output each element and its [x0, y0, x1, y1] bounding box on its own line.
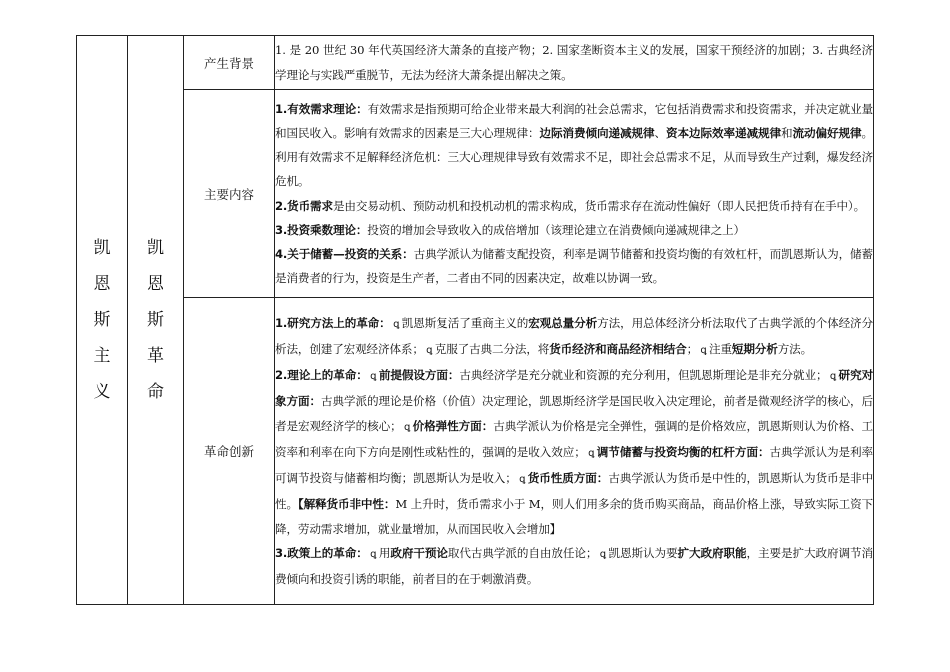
sub-title-cell [128, 36, 184, 605]
key-term: 宏观总量分析 [528, 315, 598, 330]
bulb-icon: ꝗ [393, 318, 400, 330]
bulb-icon: ꝗ [700, 345, 707, 357]
sub-title-char: 恩 [147, 274, 164, 294]
heading: 1.有效需求理论： [275, 101, 368, 116]
keynesianism-table [76, 35, 874, 605]
money-demand-paragraph [275, 194, 873, 218]
bulb-icon: ꝗ [519, 474, 526, 486]
policy-revolution-paragraph [275, 541, 873, 591]
text: 有效需求是指预期可给企业带来最大利润的社会总需求，它包括消费需求和投资需求，并决定就业量和国民收入。影响有效需求的因素是三大心理规律： [275, 101, 873, 140]
key-term: 短期分析 [731, 342, 778, 357]
heading: 2.理论上的革命： [275, 368, 368, 383]
key-term: 扩大政府职能 [677, 545, 747, 560]
innovation-content [275, 298, 874, 605]
text: 古典学派认为储蓄支配投资，利率是调节储蓄和投资均衡的有效杠杆，而凯恩斯认为，储蓄是消费者的行为，投资是生产者，二者由不同的因素决定，故难以协调一致。 [275, 246, 873, 286]
sub-title-char: 斯 [147, 310, 164, 330]
row-label-innovation: 革命创新 [184, 298, 275, 605]
bulb-icon: ꝗ [426, 345, 433, 357]
text: 古典学派的理论是价格（价值）决定理论，凯恩斯经济学是国民收入决定理论，前者是微观经济学的核心，后者是宏观经济学的核心； [275, 394, 873, 433]
text: M 上升时，货币需求小于 M，则人们用多余的货币购买商品，商品价格上涨，导致实际工资下降，劳动需求增加，就业量增加，从而国民收入会增加】 [275, 497, 874, 536]
heading: 3.投资乘数理论： [275, 222, 368, 237]
key-term: 货币经济和商品经济相结合 [549, 342, 687, 357]
key-term: 研究对象方面： [275, 368, 874, 409]
key-term: 资本边际效率递减规律 [666, 125, 781, 140]
bulb-icon: ꝗ [403, 421, 411, 433]
sub-title-char: 命 [147, 382, 164, 402]
background-text: 1. 是 20 世纪 30 年代英国经济大萧条的直接产物；2. 国家垄断资本主义的发展，国家干预经济的加剧；3. 古典经济学理论与实践严重脱节，无法为经济大萧条提出解决之策。 [275, 43, 873, 82]
text: 方法，用总体经济分析法取代了古典学派的个体经济分析法，创建了宏观经济体系； [275, 315, 874, 357]
bulb-icon: ꝗ [588, 447, 595, 459]
heading: 4.关于储蓄—投资的关系： [275, 246, 414, 261]
main-title-char: 义 [93, 382, 111, 402]
text: 方法。 [777, 342, 813, 357]
heading: 2.货币需求 [275, 198, 333, 213]
main-content [275, 90, 874, 298]
text: 凯恩斯复活了重商主义的 [401, 315, 529, 330]
text: 。利用有效需求不足解释经济危机：三大心理规律导致有效需求不足，即社会总需求不足，从而导致生产过剩，爆发经济危机。 [275, 125, 873, 189]
effective-demand-paragraph [275, 97, 873, 194]
text: 和 [781, 125, 793, 140]
key-term: 边际消费倾向递减规律 [539, 125, 655, 140]
key-term: 调节储蓄与投资均衡的杠杆方面： [596, 444, 770, 459]
text: 用 [378, 545, 391, 560]
heading: 3.政策上的革命： [275, 545, 368, 560]
bulb-icon: ꝗ [370, 548, 377, 560]
key-term: 前提假设方面： [378, 368, 460, 383]
main-title-cell [77, 36, 128, 605]
text: 古典学派认为是利率可调节投资与储蓄相均衡；凯恩斯认为是收入； [275, 444, 873, 486]
background-content [275, 36, 874, 90]
text: 是由交易动机、预防动机和投机动机的需求构成，货币需求存在流动性偏好（即人民把货币持有在手中）。 [332, 198, 866, 213]
main-title-char: 凯 [93, 238, 111, 258]
text: ，主要是扩大政府调节消费倾向和投资引诱的职能，前者目的在于刺激消费。 [275, 545, 873, 586]
text: 、 [654, 125, 666, 140]
heading: 1.研究方法上的革命： [275, 315, 391, 330]
sub-title-char: 革 [147, 346, 164, 366]
text: ； [686, 342, 699, 357]
text: 古典学派认为价格是完全弹性，强调的是价格效应，凯恩斯则认为价格、工资率和利率在向下方向是刚性或粘性的，强调的是收入效应； [275, 418, 874, 459]
row-label-background: 产生背景 [184, 36, 275, 90]
text: 投资的增加会导致收入的成倍增加（该理论建立在消费倾向递减规律之上） [367, 222, 745, 237]
bulb-icon: ꝗ [599, 548, 606, 560]
saving-investment-paragraph [275, 242, 873, 290]
main-title-char: 主 [93, 346, 111, 366]
text: 古典学派认为货币是中性的，凯恩斯认为货币是非中性。 [275, 471, 874, 512]
sub-title-char: 凯 [147, 238, 164, 258]
text: 克服了古典二分法，将 [434, 342, 550, 357]
bulb-icon: ꝗ [829, 371, 837, 383]
key-term: 流动偏好规律 [792, 125, 862, 140]
method-revolution-paragraph [275, 311, 873, 363]
main-title-char: 斯 [93, 310, 111, 330]
key-term: 【解释货币非中性： [297, 497, 396, 512]
text: 取代古典学派的自由放任论； [447, 545, 598, 560]
key-term: 货币性质方面： [527, 471, 609, 486]
multiplier-paragraph [275, 218, 873, 242]
key-term: 价格弹性方面： [412, 418, 494, 433]
theory-revolution-paragraph [275, 363, 873, 540]
bulb-icon: ꝗ [370, 371, 377, 383]
main-title-char: 恩 [93, 274, 111, 294]
text: 古典经济学是充分就业和资源的充分利用，但凯恩斯理论是非充分就业； [459, 368, 828, 383]
row-label-main-content: 主要内容 [184, 90, 275, 298]
key-term: 政府干预论 [390, 545, 448, 560]
text: 凯恩斯认为要 [608, 545, 678, 560]
text: 注重 [709, 342, 732, 357]
